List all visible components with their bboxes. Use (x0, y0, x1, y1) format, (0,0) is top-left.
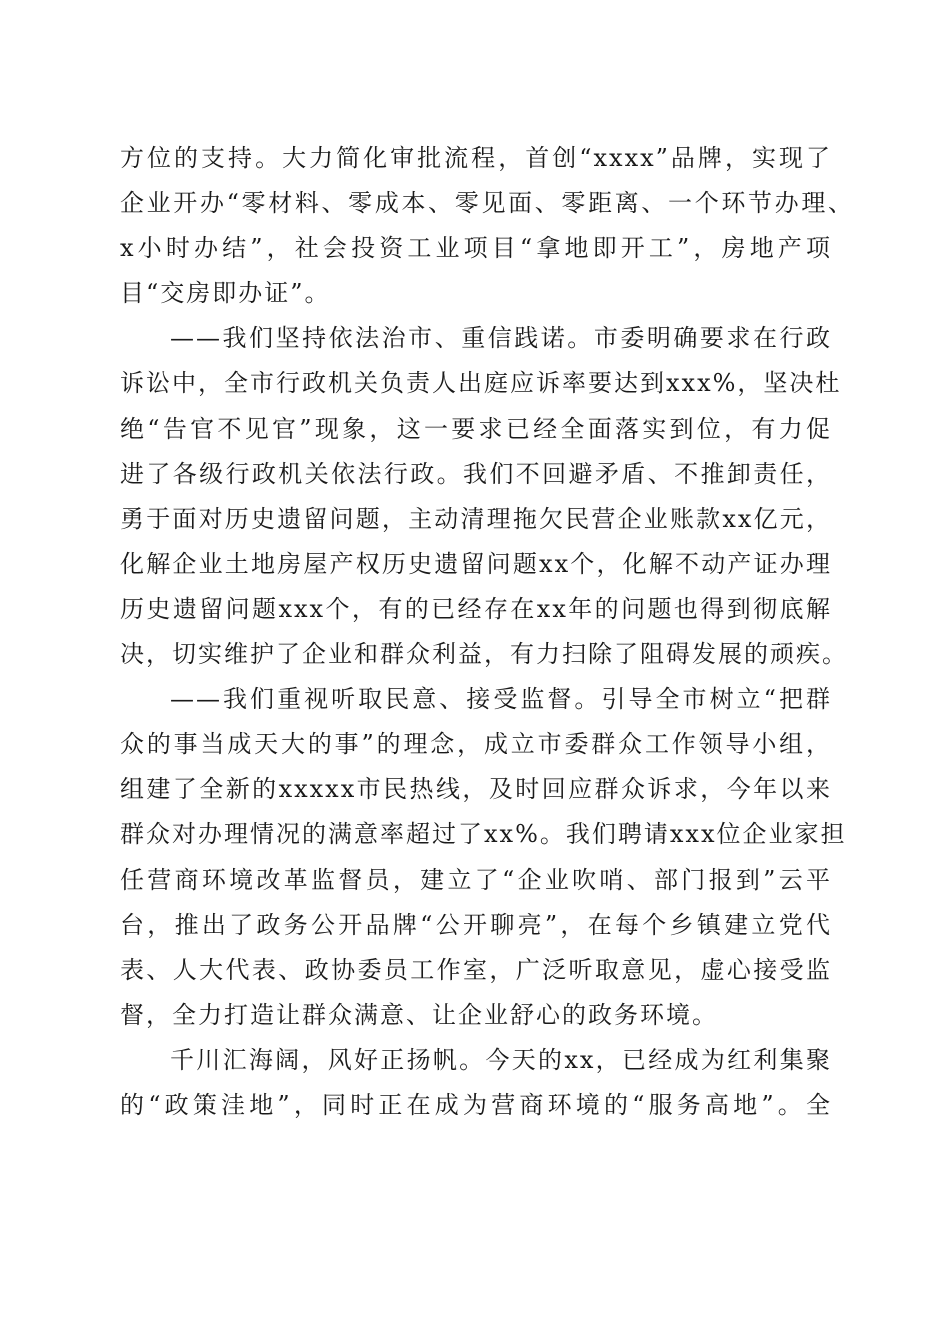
document-page (120, 136, 854, 1128)
paragraph-rule-of-law (120, 316, 848, 677)
text-line: 群众对办理情况的满意率超过了xx%。我们聘请xxx位企业家担 (120, 820, 847, 849)
text-line: 督，全力打造让群众满意、让企业舒心的政务环境。 (120, 1000, 718, 1029)
text-line: 进了各级行政机关依法行政。我们不回避矛盾、不推卸责任， (120, 459, 832, 488)
text-line: 勇于面对历史遗留问题，主动清理拖欠民营企业账款xx亿元， (120, 504, 832, 533)
text-line: x小时办结”，社会投资工业项目“拿地即开工”，房地产项 (120, 234, 832, 263)
paragraph-public-opinion (120, 677, 847, 1038)
text-line: 诉讼中，全市行政机关负责人出庭应诉率要达到xxx%，坚决杜 (120, 369, 842, 398)
text-line: 决，切实维护了企业和群众利益，有力扫除了阻碍发展的顽疾。 (120, 640, 848, 669)
text-line: 绝“告官不见官”现象，这一要求已经全面落实到位，有力促 (120, 414, 832, 443)
text-line: 千川汇海阔，风好正扬帆。今天的xx，已经成为红利集聚 (170, 1045, 832, 1074)
text-line: 的“政策洼地”，同时正在成为营商环境的“服务高地”。全 (120, 1090, 832, 1119)
paragraph-approval-simplification (120, 136, 854, 316)
text-line: 方位的支持。大力简化审批流程，首创“xxxx”品牌，实现了 (120, 144, 832, 172)
text-line: 化解企业土地房屋产权历史遗留问题xx个，化解不动产证办理 (120, 549, 832, 578)
text-line: 组建了全新的xxxxx市民热线，及时回应群众诉求，今年以来 (120, 775, 832, 804)
text-line: 众的事当成天大的事”的理念，成立市委群众工作领导小组， (120, 730, 832, 759)
paragraph-conclusion (120, 1038, 832, 1128)
text-line: 企业开办“零材料、零成本、零见面、零距离、一个环节办理、 (120, 189, 854, 218)
text-line: ——我们坚持依法治市、重信践诺。市委明确要求在行政 (170, 324, 832, 353)
text-line: 表、人大代表、政协委员工作室，广泛听取意见，虚心接受监 (120, 955, 832, 984)
text-line: 目“交房即办证”。 (120, 279, 331, 308)
text-line: 任营商环境改革监督员，建立了“企业吹哨、部门报到”云平 (120, 865, 832, 894)
text-line: 历史遗留问题xxx个，有的已经存在xx年的问题也得到彻底解 (120, 594, 832, 623)
text-line: 台，推出了政务公开品牌“公开聊亮”，在每个乡镇建立党代 (120, 910, 832, 939)
text-line: ——我们重视听取民意、接受监督。引导全市树立“把群 (170, 685, 832, 714)
